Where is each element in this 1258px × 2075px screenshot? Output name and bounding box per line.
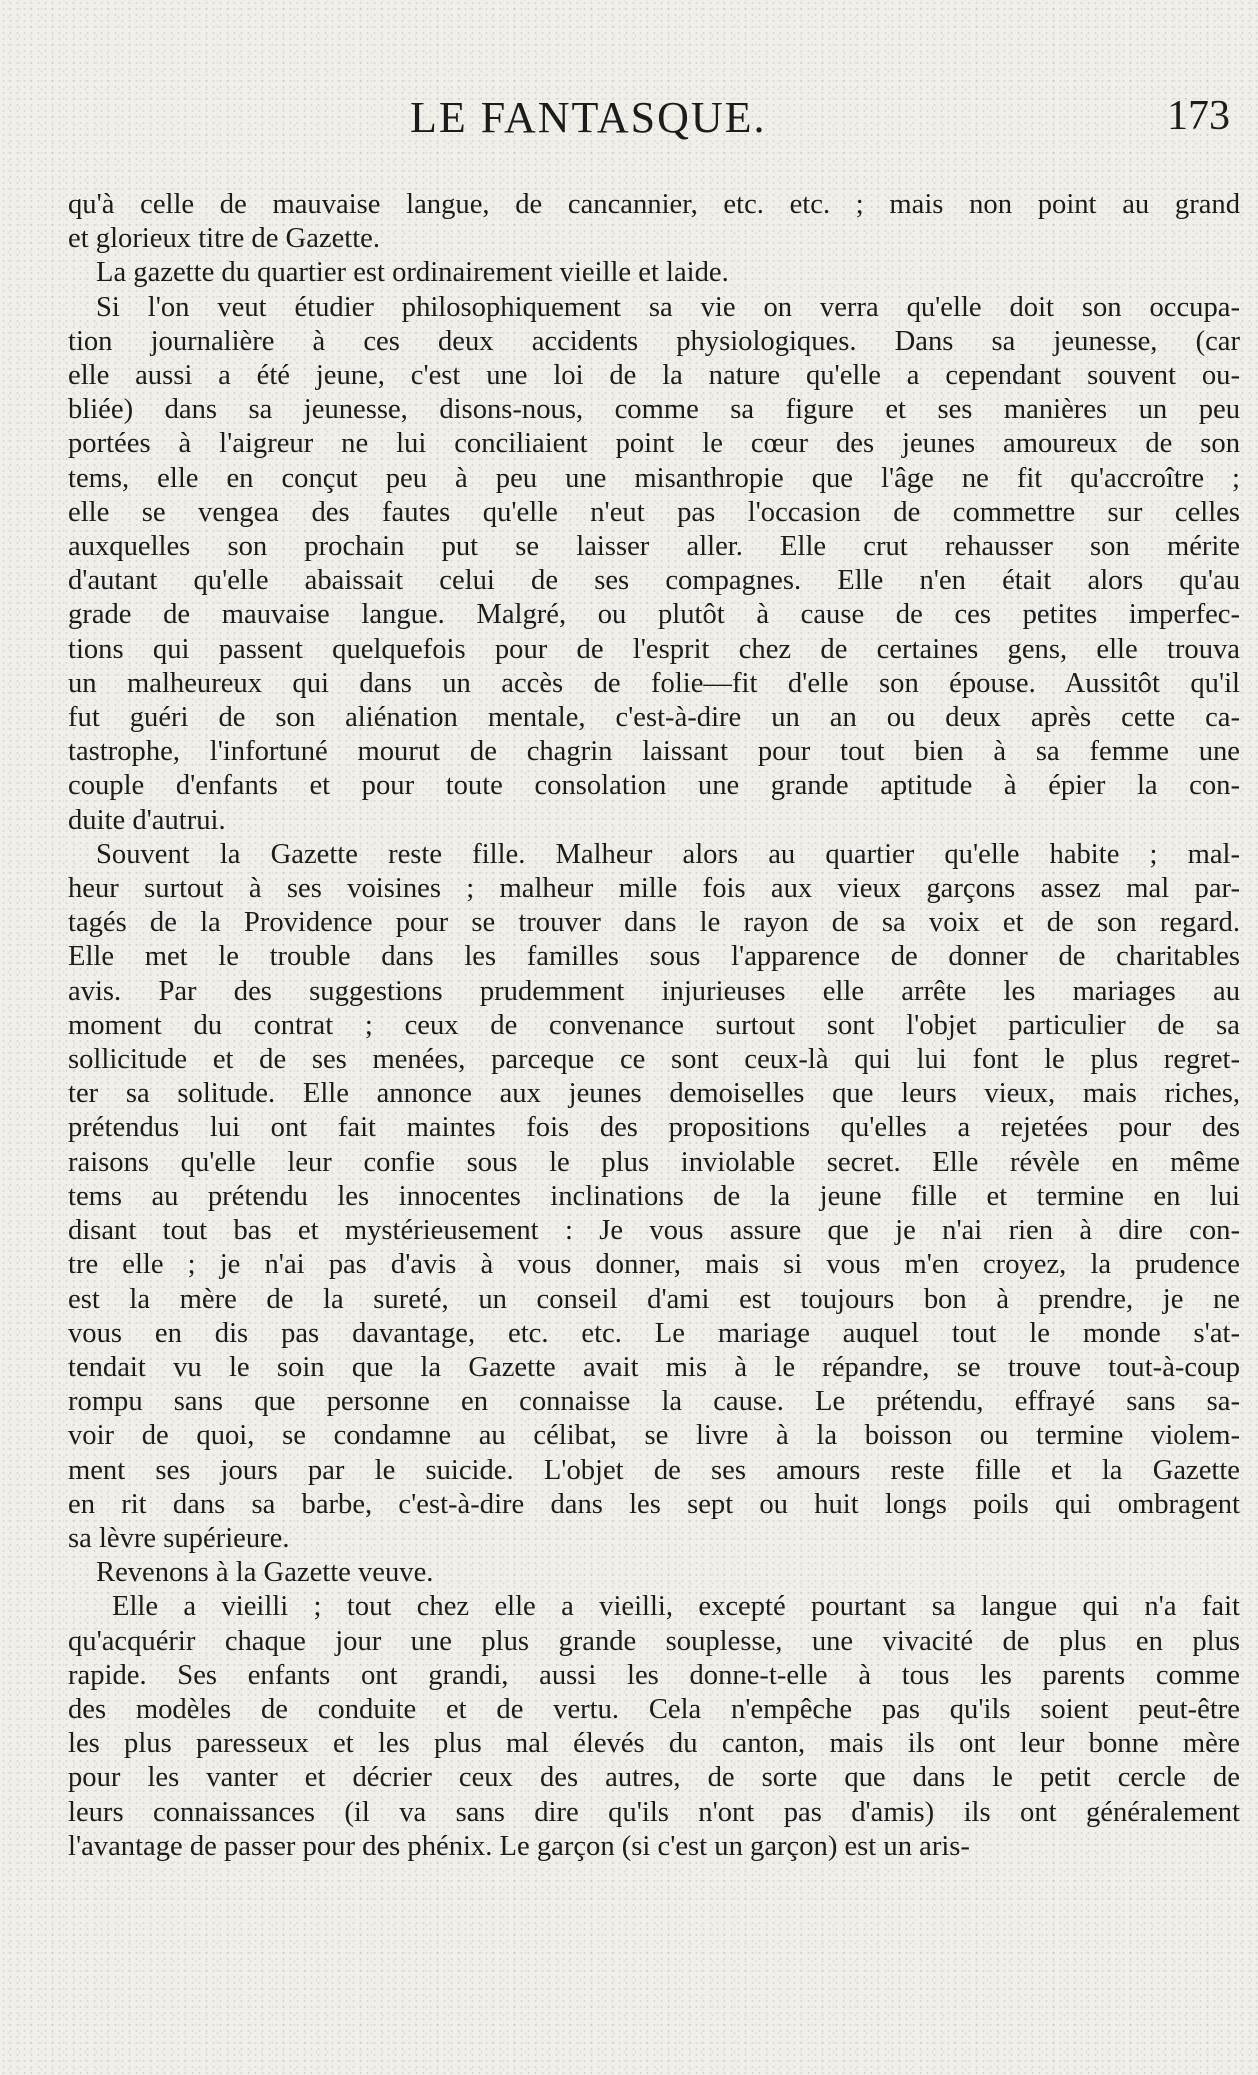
text-line: l'avantage de passer pour des phénix. Le garçon (si c'est un garçon) est un aris- [68, 1830, 970, 1862]
text-line: couple d'enfants et pour toute consolation une grande aptitude à épier la con- [68, 770, 1240, 802]
text-line: qu'acquérir chaque jour une plus grande souplesse, une vivacité de plus en plus [68, 1625, 1240, 1657]
text-line: voir de quoi, se condamne au célibat, se livre à la boisson ou termine violem- [68, 1420, 1240, 1452]
text-line: un malheureux qui dans un accès de folie—fit d'elle son épouse. Aussitôt qu'il [68, 667, 1240, 699]
text-line: en rit dans sa barbe, c'est-à-dire dans les sept ou huit longs poils qui ombragent [68, 1488, 1240, 1520]
text-line: tendait vu le soin que la Gazette avait mis à le répandre, se trouve tout-à-coup [68, 1351, 1240, 1383]
text-line: Elle a vieilli ; tout chez elle a vieilli, excepté pourtant sa langue qui n'a fait [112, 1591, 1240, 1623]
text-line: les plus paresseux et les plus mal élevés du canton, mais ils ont leur bonne mère [68, 1728, 1240, 1760]
text-line: sollicitude et de ses menées, parceque ce sont ceux-là qui lui font le plus regret- [68, 1044, 1240, 1076]
text-line: avis. Par des suggestions prudemment injurieuses elle arrête les mariages au [68, 975, 1240, 1007]
body-text [68, 188, 1240, 1864]
text-line: leurs connaissances (il va sans dire qu'ils n'ont pas d'amis) ils ont généralement [68, 1796, 1240, 1828]
text-line: ment ses jours par le suicide. L'objet de ses amours reste fille et la Gazette [68, 1454, 1240, 1486]
text-line: tions qui passent quelquefois pour de l'esprit chez de certaines gens, elle trouva [68, 633, 1240, 665]
text-line: tre elle ; je n'ai pas d'avis à vous donner, mais si vous m'en croyez, la prudence [68, 1249, 1240, 1281]
text-line: elle se vengea des fautes qu'elle n'eut pas l'occasion de commettre sur celles [68, 496, 1240, 528]
text-line: Souvent la Gazette reste fille. Malheur alors au quartier qu'elle habite ; mal- [96, 838, 1240, 870]
text-line: ter sa solitude. Elle annonce aux jeunes demoiselles que leurs vieux, mais riches, [68, 1078, 1240, 1110]
page-header [70, 92, 1230, 152]
text-line: duite d'autrui. [68, 804, 226, 836]
text-line: Elle met le trouble dans les familles sous l'apparence de donner de charitables [68, 941, 1240, 973]
text-line: Si l'on veut étudier philosophiquement sa vie on verra qu'elle doit son occupa- [96, 291, 1240, 323]
text-line: heur surtout à ses voisines ; malheur mille fois aux vieux garçons assez mal par- [68, 873, 1240, 905]
page-number: 173 [1167, 93, 1230, 139]
text-line: tems au prétendu les innocentes inclinations de la jeune fille et termine en lui [68, 1180, 1240, 1212]
text-line: bliée) dans sa jeunesse, disons-nous, comme sa figure et ses manières un peu [68, 394, 1240, 426]
text-line: La gazette du quartier est ordinairement vieille et laide. [96, 257, 729, 289]
text-line: prétendus lui ont fait maintes fois des propositions qu'elles a rejetées pour des [68, 1112, 1240, 1144]
text-line: disant tout bas et mystérieusement : Je vous assure que je n'ai rien à dire con- [68, 1215, 1240, 1247]
text-line: et glorieux titre de Gazette. [68, 223, 381, 255]
text-line: pour les vanter et décrier ceux des autres, de sorte que dans le petit cercle de [68, 1762, 1240, 1794]
text-line: tagés de la Providence pour se trouver dans le rayon de sa voix et de son regard. [68, 907, 1240, 939]
text-line: tion journalière à ces deux accidents physiologiques. Dans sa jeunesse, (car [68, 325, 1240, 357]
text-line: rapide. Ses enfants ont grandi, aussi les donne-t-elle à tous les parents comme [68, 1659, 1240, 1691]
text-line: d'autant qu'elle abaissait celui de ses compagnes. Elle n'en était alors qu'au [68, 565, 1240, 597]
text-line: elle aussi a été jeune, c'est une loi de la nature qu'elle a cependant souvent ou- [68, 360, 1240, 392]
text-line: portées à l'aigreur ne lui conciliaient point le cœur des jeunes amoureux de son [68, 428, 1240, 460]
text-line: Revenons à la Gazette veuve. [96, 1557, 434, 1589]
text-line: sa lèvre supérieure. [68, 1522, 290, 1554]
text-line: auxquelles son prochain put se laisser aller. Elle crut rehausser son mérite [68, 531, 1240, 563]
text-line: des modèles de conduite et de vertu. Cela n'empêche pas qu'ils soient peut-être [68, 1693, 1240, 1725]
text-line: tastrophe, l'infortuné mourut de chagrin laissant pour tout bien à sa femme une [68, 736, 1240, 768]
text-line: rompu sans que personne en connaisse la cause. Le prétendu, effrayé sans sa- [68, 1386, 1240, 1418]
text-line: vous en dis pas davantage, etc. etc. Le mariage auquel tout le monde s'at- [68, 1317, 1240, 1349]
text-line: qu'à celle de mauvaise langue, de cancannier, etc. etc. ; mais non point au grand [68, 189, 1240, 220]
text-line: est la mère de la sureté, un conseil d'ami est toujours bon à prendre, je ne [68, 1283, 1240, 1315]
text-line: moment du contrat ; ceux de convenance surtout sont l'objet particulier de sa [68, 1009, 1240, 1041]
text-line: tems, elle en conçut peu à peu une misanthropie que l'âge ne fit qu'accroître ; [68, 462, 1240, 494]
running-title: LE FANTASQUE. [410, 93, 767, 142]
text-line: fut guéri de son aliénation mentale, c'est-à-dire un an ou deux après cette ca- [68, 702, 1240, 734]
text-line: grade de mauvaise langue. Malgré, ou plutôt à cause de ces petites imperfec- [68, 599, 1240, 631]
text-line: raisons qu'elle leur confie sous le plus inviolable secret. Elle révèle en même [68, 1146, 1240, 1178]
